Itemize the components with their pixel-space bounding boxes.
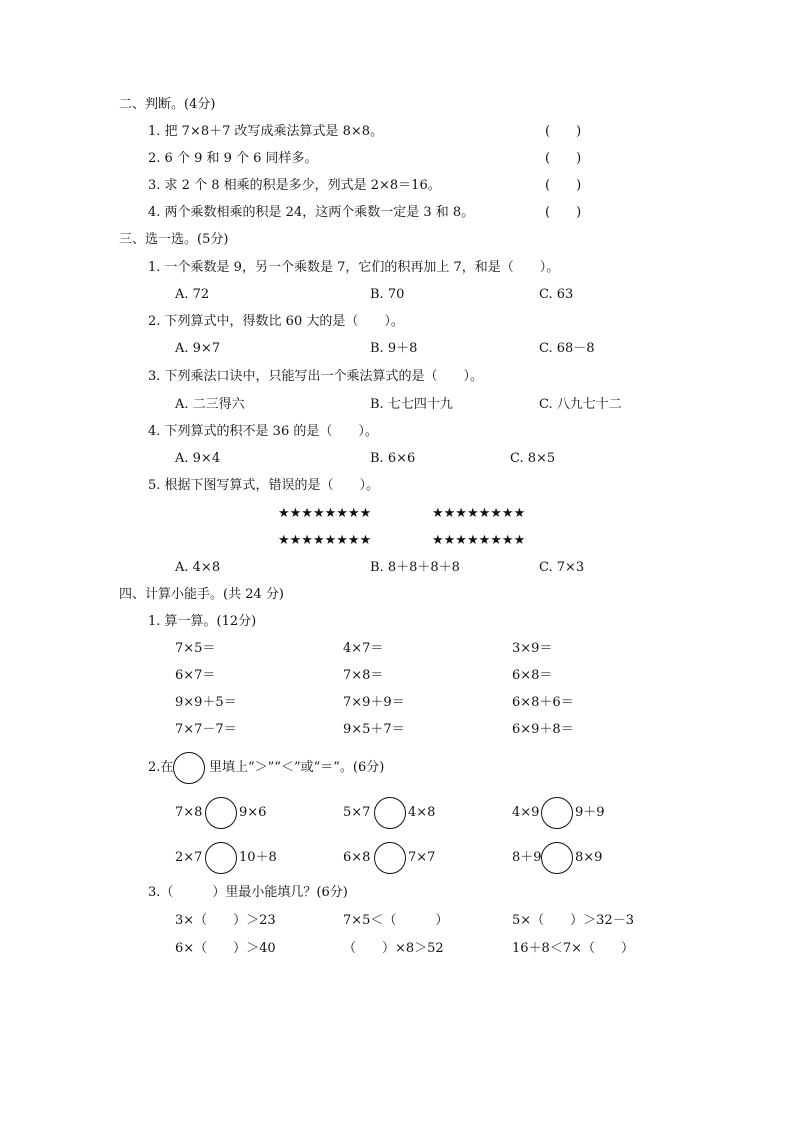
compare-right: 7×7 xyxy=(408,850,436,865)
star-row-2-right: ★★★★★★★★ xyxy=(432,533,526,548)
calc-item[interactable]: 6×9＋8＝ xyxy=(512,722,574,737)
compare-left: 8＋9 xyxy=(512,850,542,865)
star-row-1-right: ★★★★★★★★ xyxy=(432,506,526,521)
judge-answer-1[interactable]: ( ) xyxy=(545,124,582,139)
fill-item[interactable]: 7×5＜（ ） xyxy=(343,913,449,928)
calc-item[interactable]: 4×7＝ xyxy=(343,641,384,656)
compare-circle-input[interactable] xyxy=(541,842,573,874)
compare-circle-input[interactable] xyxy=(205,797,237,829)
compare-left: 7×8 xyxy=(175,805,203,820)
compare-title-circle-icon xyxy=(173,752,205,784)
choice-q4: 4. 下列算式的积不是 36 的是（ ）。 xyxy=(148,424,378,439)
compare-circle-input[interactable] xyxy=(205,842,237,874)
choice-q5-c[interactable]: C. 7×3 xyxy=(539,560,585,575)
calc-item[interactable]: 7×8＝ xyxy=(343,668,384,683)
choice-q3-a[interactable]: A. 二三得六 xyxy=(175,397,245,412)
judge-item-4: 4. 两个乘数相乘的积是 24，这两个乘数一定是 3 和 8。 xyxy=(148,205,475,220)
choice-q3-c[interactable]: C. 八九七十二 xyxy=(539,397,622,412)
choice-q4-a[interactable]: A. 9×4 xyxy=(175,451,221,466)
judge-answer-3[interactable]: ( ) xyxy=(545,178,582,193)
compare-circle-input[interactable] xyxy=(374,797,406,829)
compare-right: 4×8 xyxy=(408,805,436,820)
calc-part-1-title: 1. 算一算。(12分) xyxy=(148,614,257,629)
calc-item[interactable]: 7×7－7＝ xyxy=(175,722,237,737)
calc-item[interactable]: 3×9＝ xyxy=(512,641,553,656)
choice-q2-b[interactable]: B. 9＋8 xyxy=(370,341,418,356)
calc-item[interactable]: 7×5＝ xyxy=(175,641,216,656)
calc-item[interactable]: 7×9＋9＝ xyxy=(343,695,405,710)
choice-q2-c[interactable]: C. 68－8 xyxy=(539,341,595,356)
compare-title-pre: 2.在 xyxy=(148,760,174,775)
compare-left: 5×7 xyxy=(343,805,371,820)
compare-circle-input[interactable] xyxy=(541,797,573,829)
compare-title-post: 里填上“＞”“＜”或“＝”。(6分) xyxy=(209,760,385,775)
compare-right: 9＋9 xyxy=(575,805,605,820)
choice-q5: 5. 根据下图写算式，错误的是（ ）。 xyxy=(148,478,380,493)
choice-q4-c[interactable]: C. 8×5 xyxy=(510,451,556,466)
section-2-heading: 二、判断。(4分) xyxy=(119,97,216,112)
calc-item[interactable]: 6×8＋6＝ xyxy=(512,695,574,710)
judge-item-2: 2. 6 个 9 和 9 个 6 同样多。 xyxy=(148,151,318,166)
compare-right: 9×6 xyxy=(239,805,267,820)
choice-q4-b[interactable]: B. 6×6 xyxy=(370,451,416,466)
choice-q1-a[interactable]: A. 72 xyxy=(175,287,210,302)
calc-item[interactable]: 9×5＋7＝ xyxy=(343,722,405,737)
judge-answer-2[interactable]: ( ) xyxy=(545,151,582,166)
judge-item-3: 3. 求 2 个 8 相乘的积是多少，列式是 2×8＝16。 xyxy=(148,178,441,193)
calc-item[interactable]: 9×9＋5＝ xyxy=(175,695,237,710)
compare-left: 6×8 xyxy=(343,850,371,865)
judge-answer-4[interactable]: ( ) xyxy=(545,205,582,220)
fill-item[interactable]: 3×（ ）＞23 xyxy=(175,913,276,928)
choice-q2: 2. 下列算式中，得数比 60 大的是（ ）。 xyxy=(148,314,404,329)
choice-q1: 1. 一个乘数是 9，另一个乘数是 7，它们的积再加上 7，和是（ ）。 xyxy=(148,260,560,275)
fill-item[interactable]: 6×（ ）＞40 xyxy=(175,941,276,956)
fill-part-3-title: 3.（ ）里最小能填几？(6分) xyxy=(148,885,348,900)
calc-item[interactable]: 6×8＝ xyxy=(512,668,553,683)
star-row-2-left: ★★★★★★★★ xyxy=(278,533,372,548)
choice-q1-c[interactable]: C. 63 xyxy=(539,287,574,302)
compare-circle-input[interactable] xyxy=(374,842,406,874)
compare-right: 10＋8 xyxy=(239,850,277,865)
compare-right: 8×9 xyxy=(575,850,603,865)
choice-q2-a[interactable]: A. 9×7 xyxy=(175,341,221,356)
choice-q3: 3. 下列乘法口诀中，只能写出一个乘法算式的是（ ）。 xyxy=(148,369,484,384)
compare-left: 2×7 xyxy=(175,850,203,865)
choice-q1-b[interactable]: B. 70 xyxy=(370,287,405,302)
fill-item[interactable]: 16＋8＜7×（ ） xyxy=(512,941,634,956)
judge-item-1: 1. 把 7×8＋7 改写成乘法算式是 8×8。 xyxy=(148,124,384,139)
choice-q5-b[interactable]: B. 8＋8＋8＋8 xyxy=(370,560,460,575)
star-row-1-left: ★★★★★★★★ xyxy=(278,506,372,521)
section-3-heading: 三、选一选。(5分) xyxy=(119,232,229,247)
calc-item[interactable]: 6×7＝ xyxy=(175,668,216,683)
compare-left: 4×9 xyxy=(512,805,540,820)
section-4-heading: 四、计算小能手。(共 24 分) xyxy=(119,587,284,602)
fill-item[interactable]: （ ）×8＞52 xyxy=(343,941,444,956)
choice-q3-b[interactable]: B. 七七四十九 xyxy=(370,397,453,412)
fill-item[interactable]: 5×（ ）＞32－3 xyxy=(512,913,634,928)
choice-q5-a[interactable]: A. 4×8 xyxy=(175,560,221,575)
